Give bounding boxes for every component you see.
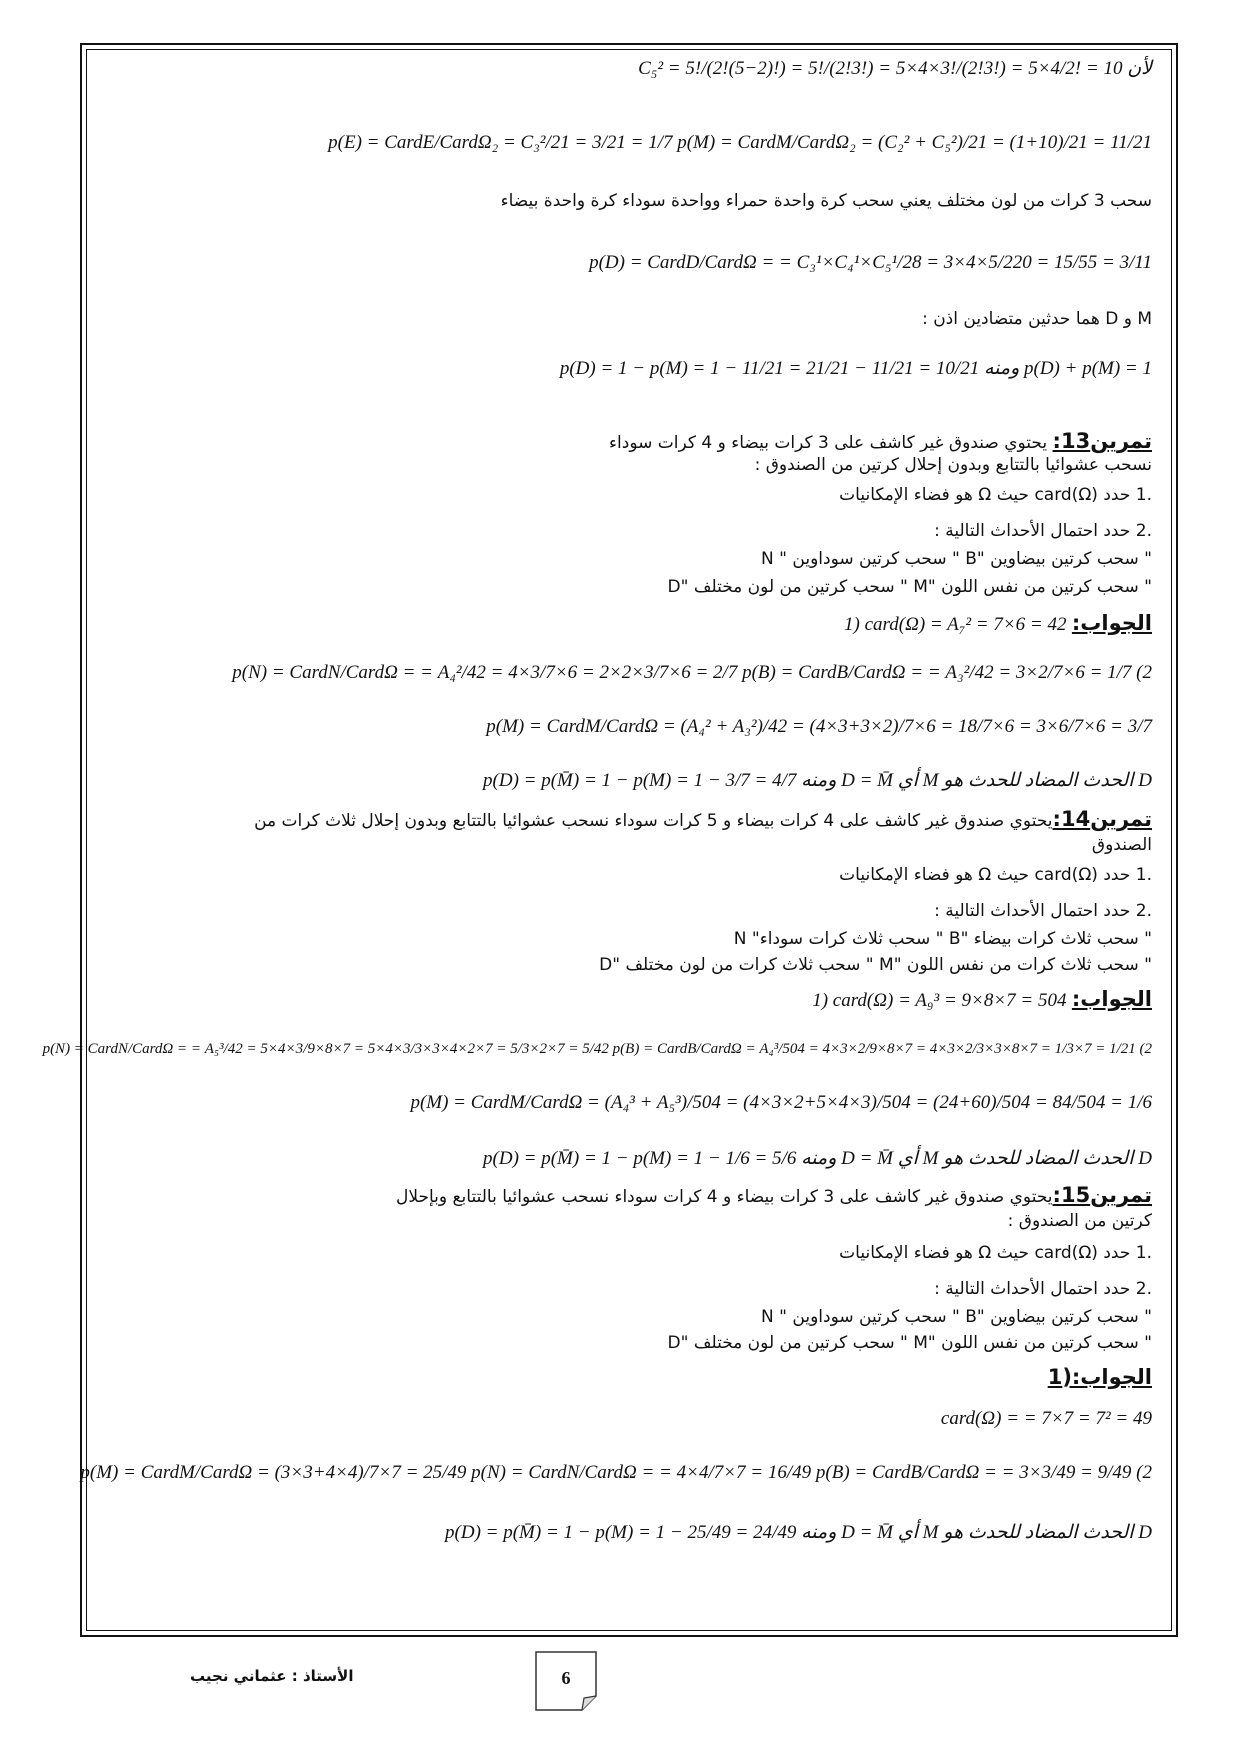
ex13-answer-1 xyxy=(844,612,1152,636)
teacher-name: الأستاذ : عثماني نجيب xyxy=(190,1667,354,1685)
page-number: 6 xyxy=(561,1668,571,1688)
ex15-question-1: .1 حدد card(Ω) حيث Ω هو فضاء الإمكانيات xyxy=(839,1243,1152,1263)
ex15-card-omega: card(Ω) = = 7×7 = 7² = 49 xyxy=(940,1408,1152,1429)
ex15-answer-title: الجواب:(1 xyxy=(1047,1365,1152,1389)
ex15-answer-1 xyxy=(1048,1366,1152,1390)
ex14-answer-1 xyxy=(812,988,1152,1012)
line-different-colors-note: سحب 3 كرات من لون مختلف يعني سحب كرة واحدة حمراء وواحدة سوداء كرة واحدة بيضاء xyxy=(500,191,1152,211)
line-complementary-events: M و D هما حدثين متضادين اذن : xyxy=(922,309,1152,329)
exercise-14-text: يحتوي صندوق غير كاشف على 4 كرات بيضاء و 5 كرات سوداء نسحب عشوائيا بالتتابع وبدون إحلال ثلاث كرات من xyxy=(254,811,1053,831)
ex14-answer-title: الجواب: xyxy=(1071,987,1152,1011)
ex13-pd: p(D) = p(M̄) = 1 − p(M) = 1 − 3/7 = 4/7 ومنه D = M̄ أي M الحدث المضاد للحدث هو D xyxy=(483,770,1152,791)
line-draw-without-replacement: نسحب عشوائيا بالتتابع وبدون إحلال كرتين من الصندوق : xyxy=(754,455,1152,475)
ex13-question-1: .1 حدد card(Ω) حيث Ω هو فضاء الإمكانيات xyxy=(839,485,1152,505)
ex13-question-2: .2 حدد احتمال الأحداث التالية : xyxy=(934,521,1152,541)
line-pd: p(D) = CardD/CardΩ = = C₃¹×C₄¹×C₅¹/28 = 3×4×5/220 = 15/55 = 3/11 xyxy=(589,252,1152,273)
line-pe-pm: p(E) = CardE/CardΩ₂ = C₃²/21 = 3/21 = 1/7 p(M) = CardM/CardΩ₂ = (C₂² + C₅²)/21 = (1+10)/21 = 11/21 xyxy=(328,132,1152,153)
ex14-events-b-n: " سحب ثلاث كرات بيضاء "B " سحب ثلاث كرات سوداء" N xyxy=(733,929,1152,949)
exercise-15-text: يحتوي صندوق غير كاشف على 3 كرات بيضاء و 4 كرات سوداء نسحب عشوائيا بالتتابع وبإحلال xyxy=(395,1187,1053,1207)
ex15-events-b-n: " سحب كرتين بيضاوين "B " سحب كرتين سوداوين " N xyxy=(761,1307,1152,1327)
exercise-13-statement xyxy=(609,430,1152,454)
ex14-box: الصندوق xyxy=(1091,835,1152,855)
exercise-13-title: تمرين13: xyxy=(1052,429,1152,453)
ex15-box: كرتين من الصندوق : xyxy=(1007,1211,1152,1231)
ex13-answer-title: الجواب: xyxy=(1071,611,1152,635)
ex13-pm: p(M) = CardM/CardΩ = (A₄² + A₃²)/42 = (4×3+3×2)/7×6 = 18/7×6 = 3×6/7×6 = 3/7 xyxy=(486,716,1152,737)
line-pd-complement: p(D) = 1 − p(M) = 1 − 11/21 = 21/21 − 11/21 = 10/21 ومنه p(D) + p(M) = 1 xyxy=(559,358,1152,379)
page-number-box xyxy=(534,1650,598,1712)
ex14-card-omega: 1) card(Ω) = A₉³ = 9×8×7 = 504 xyxy=(812,990,1067,1011)
ex13-pn-pb: p(N) = CardN/CardΩ = = A₄²/42 = 4×3/7×6 = 2×2×3/7×6 = 2/7 p(B) = CardB/CardΩ = = A₃²/42 = 3×2/7×6 = 1/7 (2 xyxy=(232,662,1152,683)
exercise-14-statement xyxy=(254,808,1152,832)
exercise-14-title: تمرين14: xyxy=(1052,807,1152,831)
ex14-pn-pb: p(N) = CardN/CardΩ = = A₅³/42 = 5×4×3/9×8×7 = 5×4×3/3×3×4×2×7 = 5/3×2×7 = 5/42 p(B) = CardB/CardΩ = A₄³/504 = 4×3×2/9×8×7 = 4×3×2/3×3×8×7 = 1/3×7 = 1/21 (2 xyxy=(42,1041,1152,1057)
ex14-question-1: .1 حدد card(Ω) حيث Ω هو فضاء الإمكانيات xyxy=(839,865,1152,885)
ex13-events-b-n: " سحب كرتين بيضاوين "B " سحب كرتين سوداوين " N xyxy=(761,549,1152,569)
exercise-13-text: يحتوي صندوق غير كاشف على 3 كرات بيضاء و 4 كرات سوداء xyxy=(609,433,1053,453)
ex14-question-2: .2 حدد احتمال الأحداث التالية : xyxy=(934,901,1152,921)
ex14-events-m-d: " سحب ثلاث كرات من نفس اللون "M " سحب ثلاث كرات من لون مختلف "D xyxy=(599,955,1152,975)
ex13-events-m-d: " سحب كرتين من نفس اللون "M " سحب كرتين من لون مختلف "D xyxy=(667,577,1152,597)
ex13-card-omega: 1) card(Ω) = A₇² = 7×6 = 42 xyxy=(844,614,1067,635)
worksheet-page xyxy=(42,52,1162,1622)
ex15-question-2: .2 حدد احتمال الأحداث التالية : xyxy=(934,1279,1152,1299)
exercise-15-statement xyxy=(396,1184,1152,1208)
ex15-pm-pn-pb: p(M) = CardM/CardΩ = (3×3+4×4)/7×7 = 25/49 p(N) = CardN/CardΩ = = 4×4/7×7 = 16/49 p(B) = CardB/CardΩ = = 3×3/49 = 9/49 (2 xyxy=(80,1462,1152,1483)
ex15-pd: p(D) = p(M̄) = 1 − p(M) = 1 − 25/49 = 24/49 ومنه D = M̄ أي M الحدث المضاد للحدث هو D xyxy=(445,1522,1152,1543)
ex15-events-m-d: " سحب كرتين من نفس اللون "M " سحب كرتين من لون مختلف "D xyxy=(667,1333,1152,1353)
ex14-pd: p(D) = p(M̄) = 1 − p(M) = 1 − 1/6 = 5/6 ومنه D = M̄ أي M الحدث المضاد للحدث هو D xyxy=(483,1148,1152,1169)
line-binomial-c52: C₅² = 5!/(2!(5−2)!) = 5!/(2!3!) = 5×4×3!/(2!3!) = 5×4/2! = 10 لأن xyxy=(638,58,1152,79)
exercise-15-title: تمرين15: xyxy=(1052,1183,1152,1207)
ex14-pm: p(M) = CardM/CardΩ = (A₄³ + A₅³)/504 = (4×3×2+5×4×3)/504 = (24+60)/504 = 84/504 = 1/6 xyxy=(410,1092,1152,1113)
